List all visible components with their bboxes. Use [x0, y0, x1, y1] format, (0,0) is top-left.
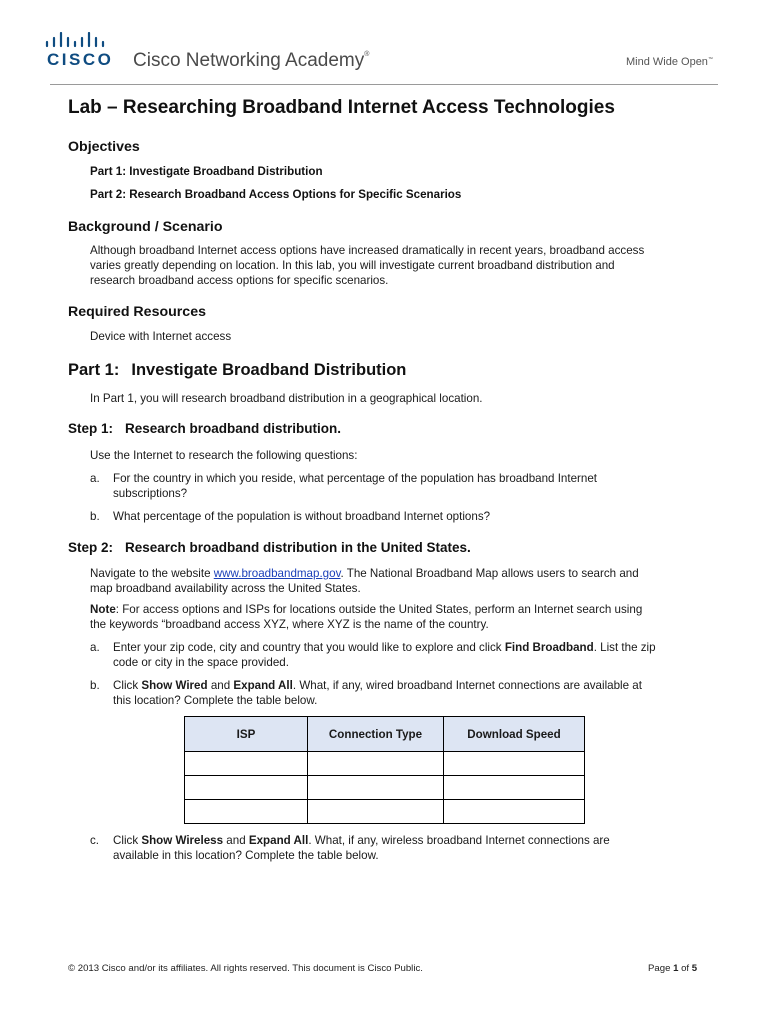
objectives-heading: Objectives [68, 139, 140, 155]
part1-intro: In Part 1, you will research broadband distribution in a geographical location. [90, 392, 483, 405]
list-item: c. [90, 834, 100, 847]
footer-copyright: © 2013 Cisco and/or its affiliates. All rights reserved. This document is Cisco Public. [68, 963, 423, 974]
objective-item: Part 1: Investigate Broadband Distribution [90, 165, 323, 178]
list-item-text: What percentage of the population is without broadband Internet options? [113, 510, 491, 523]
resources-text: Device with Internet access [90, 330, 232, 343]
list-item: b. [90, 510, 100, 523]
list-item-text: Click Show Wired and Expand All. What, if any, wired broadband Internet connections are available at this location? Complete the table below. [113, 679, 642, 707]
table-cell[interactable] [308, 752, 444, 776]
table-cell[interactable] [308, 776, 444, 800]
step2-navigate-text: Navigate to the website www.broadbandmap.gov. The National Broadband Map allows users to search and map broadband availability across the United States. [90, 567, 639, 595]
list-item: a. [90, 641, 100, 654]
cisco-wordmark: CISCO [47, 50, 114, 69]
table-cell[interactable] [308, 800, 444, 824]
step1-heading: Step 1: Research broadband distribution. [68, 421, 342, 436]
table-header-cell: ISP [185, 717, 308, 752]
page-title: Lab – Researching Broadband Internet Access Technologies [68, 97, 615, 118]
table-cell[interactable] [444, 800, 585, 824]
background-heading: Background / Scenario [68, 219, 223, 235]
broadbandmap-link[interactable]: www.broadbandmap.gov [213, 567, 341, 580]
table-row [185, 800, 585, 824]
background-text: Although broadband Internet access options have increased dramatically in recent years, broadband access varies greatly depending on location. In this lab, you will investigate current broadband distribution and research broadband access options for specific scenarios. [90, 244, 645, 287]
part1-heading: Part 1: Investigate Broadband Distribution [68, 361, 407, 379]
step1-intro: Use the Internet to research the following questions: [90, 449, 358, 462]
table-cell[interactable] [185, 776, 308, 800]
list-item-text: Enter your zip code, city and country that you would like to explore and click Find Broadband. List the zip code or city in the space provided. [113, 641, 656, 669]
header-divider [50, 84, 718, 85]
step2-heading: Step 2: Research broadband distribution in the United States. [68, 540, 471, 555]
table-cell[interactable] [185, 752, 308, 776]
table-cell[interactable] [444, 752, 585, 776]
academy-name: Cisco Networking Academy® [133, 50, 370, 71]
list-item-text: Click Show Wireless and Expand All. What, if any, wireless broadband Internet connections are available in this location? Complete the table below. [113, 834, 610, 862]
table-cell[interactable] [444, 776, 585, 800]
table-header-cell: Download Speed [444, 717, 585, 752]
step2-note: Note: For access options and ISPs for locations outside the United States, perform an Internet search using the keywords “broadband access XYZ, where XYZ is the name of the country. [90, 603, 643, 631]
table-row [185, 776, 585, 800]
table-row [185, 752, 585, 776]
list-item: b. [90, 679, 100, 692]
table-header-cell: Connection Type [308, 717, 444, 752]
objective-item: Part 2: Research Broadband Access Options for Specific Scenarios [90, 188, 462, 201]
tagline: Mind Wide Open™ [626, 56, 713, 68]
resources-heading: Required Resources [68, 304, 206, 320]
table-cell[interactable] [185, 800, 308, 824]
list-item-text: For the country in which you reside, what percentage of the population has broadband Internet subscriptions? [113, 472, 598, 500]
list-item: a. [90, 472, 100, 485]
wired-isp-table [184, 716, 585, 824]
table-header-row [185, 717, 585, 752]
cisco-bars-logo-icon [44, 32, 114, 48]
footer-page-number: Page 1 of 5 [648, 963, 698, 974]
